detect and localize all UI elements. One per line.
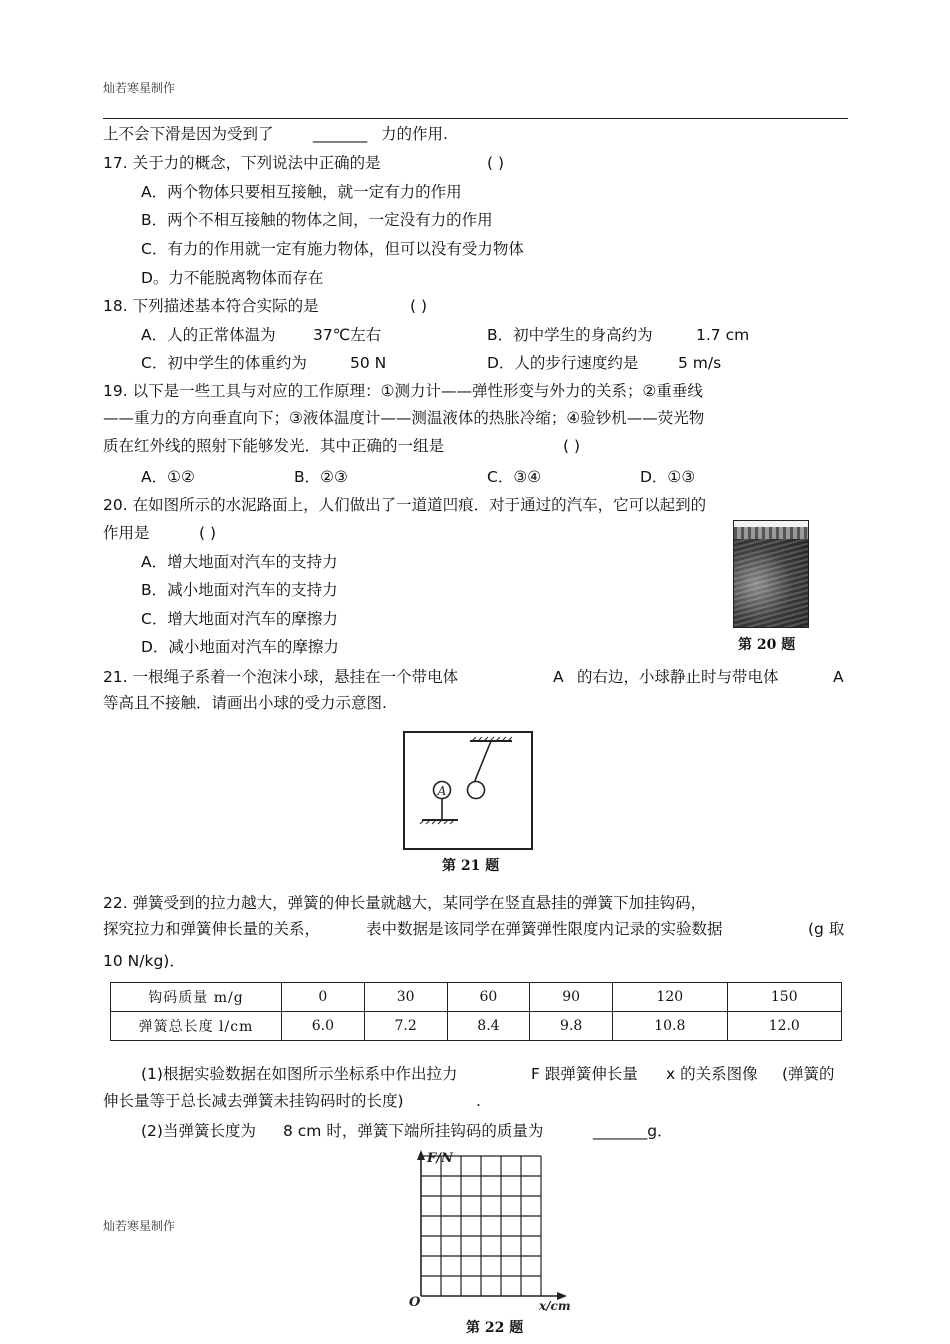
photo-treeline	[734, 527, 808, 539]
q18-option-a-value: 37℃左右	[313, 326, 382, 344]
q22-part1-c: x 的关系图像	[666, 1065, 758, 1083]
q22-coordinate-grid	[405, 1148, 585, 1314]
table-cell: 8.4	[447, 1012, 530, 1041]
table-cell: 150	[727, 983, 841, 1012]
q17-option-c: C．有力的作用就一定有施力物体，但可以没有受力物体	[141, 240, 524, 258]
table-cell: 30	[364, 983, 447, 1012]
q18-option-a-text: A．人的正常体温为	[141, 326, 276, 344]
q20-option-b: B．减小地面对汽车的支持力	[141, 581, 338, 599]
table-cell: 10.8	[613, 1012, 727, 1041]
q16-tail-text: 上不会下滑是因为受到了	[103, 125, 274, 143]
origin-label: O	[409, 1295, 421, 1310]
q16-blank: _______	[313, 125, 368, 143]
q22-part1-b: F 跟弹簧伸长量	[531, 1065, 638, 1083]
table-cell: 6.0	[282, 1012, 365, 1041]
table-header-mass: 钩码质量 m/g	[111, 983, 282, 1012]
table-cell: 60	[447, 983, 530, 1012]
table-row	[111, 983, 842, 1012]
q18-option-b-value: 1.7 cm	[696, 326, 750, 344]
q17-option-d: D。力不能脱离物体而存在	[141, 269, 324, 287]
q19-stem-line1: 19. 以下是一些工具与对应的工作原理：①测力计——弹性形变与外力的关系；②重垂线	[103, 382, 703, 400]
q22-figure-caption: 第 22 题	[466, 1320, 524, 1336]
q22-part1-e: 伸长量等于总长减去弹簧未挂钩码时的长度)	[103, 1092, 404, 1110]
q19-stem-line3: 质在红外线的照射下能够发光．其中正确的一组是	[103, 437, 445, 455]
table-cell: 12.0	[727, 1012, 841, 1041]
table-cell: 120	[613, 983, 727, 1012]
q18-option-c-text: C．初中学生的体重约为	[141, 354, 307, 372]
q22-part1-a: (1)根据实验数据在如图所示坐标系中作出拉力	[141, 1065, 458, 1083]
foam-ball	[468, 782, 485, 799]
table-cell: 0	[282, 983, 365, 1012]
y-axis-label: F/N	[427, 1151, 453, 1166]
q18-option-c-value: 50 N	[350, 354, 387, 372]
q22-part1-d: (弹簧的	[782, 1065, 835, 1083]
q22-part2-a: (2)当弹簧长度为	[141, 1122, 256, 1140]
table-cell: 9.8	[530, 1012, 613, 1041]
q18-option-b-text: B．初中学生的身高约为	[487, 326, 653, 344]
q19-option-a: A．①②	[141, 468, 195, 486]
q17-answer-paren: ( )	[487, 154, 505, 172]
q22-stem-line1: 22. 弹簧受到的拉力越大，弹簧的伸长量就越大，某同学在竖直悬挂的弹簧下加挂钩码，	[103, 894, 707, 912]
q20-answer-paren: ( )	[199, 524, 217, 542]
q20-figure-caption: 第 20 题	[738, 637, 796, 653]
q19-option-d: D．①③	[640, 468, 696, 486]
page-footer-maker: 灿若寒星制作	[103, 1219, 176, 1233]
q21-stem-part1: 21. 一根绳子系着一个泡沫小球，悬挂在一个带电体	[103, 668, 459, 686]
x-axis-label: x/cm	[539, 1299, 571, 1313]
q22-stem-line2c: (g 取	[808, 920, 845, 938]
q19-stem-line2: ——重力的方向垂直向下；③液体温度计——测温液体的热胀冷缩；④验钞机——荧光物	[103, 409, 705, 427]
table-header-length: 弹簧总长度 l/cm	[111, 1012, 282, 1041]
q17-option-b: B．两个不相互接触的物体之间，一定没有力的作用	[141, 211, 493, 229]
q21-figure-caption: 第 21 题	[442, 858, 500, 874]
q22-part1-f: .	[476, 1092, 481, 1110]
y-axis-arrow	[417, 1150, 425, 1160]
q21-stem-line2: 等高且不接触．请画出小球的受力示意图.	[103, 694, 387, 712]
grid-lines	[421, 1156, 541, 1296]
q18-option-d-text: D．人的步行速度约是	[487, 354, 639, 372]
q21-stem-a1: A	[553, 668, 564, 686]
table-row	[111, 1012, 842, 1041]
q22-part2-b: 8 cm 时，弹簧下端所挂钩码的质量为	[283, 1122, 544, 1140]
q22-stem-line3: 10 N/kg)．	[103, 952, 185, 970]
string	[474, 741, 491, 783]
q17-option-a: A．两个物体只要相互接触，就一定有力的作用	[141, 183, 462, 201]
page-header-maker: 灿若寒星制作	[103, 81, 176, 95]
road-photo	[733, 520, 809, 628]
q21-diagram	[400, 728, 536, 854]
q19-answer-paren: ( )	[563, 437, 581, 455]
q22-part2-blank: _______g．	[593, 1122, 673, 1140]
q21-stem-a2: A	[833, 668, 844, 686]
q20-stem-line1: 20. 在如图所示的水泥路面上，人们做出了一道道凹痕．对于通过的汽车，它可以起到的	[103, 496, 707, 514]
q20-option-c: C．增大地面对汽车的摩擦力	[141, 610, 338, 628]
charged-body-a-label: A	[437, 784, 447, 798]
header-rule	[103, 118, 848, 119]
table-cell: 7.2	[364, 1012, 447, 1041]
q18-answer-paren: ( )	[410, 297, 428, 315]
q19-option-b: B．②③	[294, 468, 348, 486]
q19-option-c: C．③④	[487, 468, 542, 486]
spring-data-table	[110, 982, 842, 1041]
q22-stem-line2b: 表中数据是该同学在弹簧弹性限度内记录的实验数据	[366, 920, 723, 938]
q22-stem-line2a: 探究拉力和弹簧伸长量的关系，	[103, 920, 321, 938]
table-cell: 90	[530, 983, 613, 1012]
q20-stem-line2: 作用是	[103, 524, 150, 542]
q20-option-d: D．减小地面对汽车的摩擦力	[141, 638, 339, 656]
q20-option-a: A．增大地面对汽车的支持力	[141, 553, 338, 571]
q21-stem-part2: 的右边，小球静止时与带电体	[577, 668, 779, 686]
q17-stem: 17. 关于力的概念，下列说法中正确的是	[103, 154, 381, 172]
q18-stem: 18. 下列描述基本符合实际的是	[103, 297, 319, 315]
q16-end-text: 力的作用.	[381, 125, 448, 143]
q18-option-d-value: 5 m/s	[678, 354, 722, 372]
